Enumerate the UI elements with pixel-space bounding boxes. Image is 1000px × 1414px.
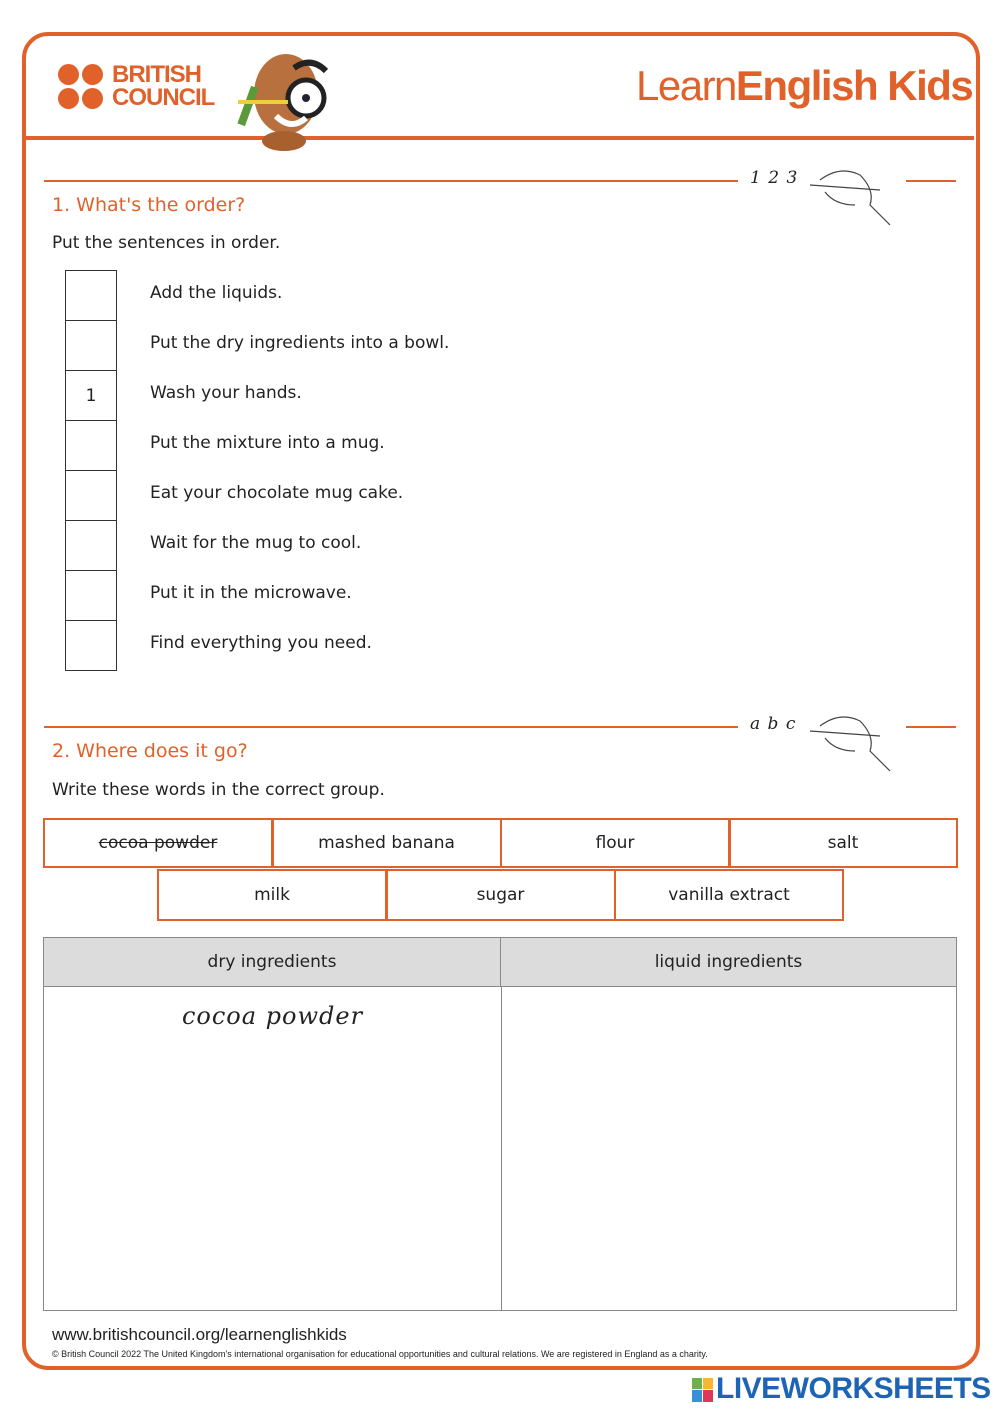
word-card: mashed banana [272,818,502,868]
section1-title: 1. What's the order? [52,194,246,216]
sentence-text: Eat your chocolate mug cake. [150,483,404,503]
footer-copyright: © British Council 2022 The United Kingdom's international organisation for educational opportunities and cultural relations. We are registered in England as a charity. [52,1349,708,1359]
writing-hand-icon [800,706,895,776]
sentence-text: Find everything you need. [150,633,372,653]
sentence-text: Wait for the mug to cool. [150,533,362,553]
section-divider [44,180,738,182]
section-divider [906,180,956,182]
order-number-box[interactable] [65,520,117,571]
british-council-logo: BRITISH COUNCIL [112,61,215,111]
sentence-text: Put the dry ingredients into a bowl. [150,333,450,353]
header-divider [24,136,974,140]
word-card: sugar [386,869,616,921]
footer-url[interactable]: www.britishcouncil.org/learnenglishkids [52,1325,347,1344]
dry-answer[interactable]: cocoa powder [181,1002,364,1030]
order-number-box[interactable] [65,620,117,671]
writing-hand-icon [800,160,895,230]
order-number-box[interactable] [65,570,117,621]
british-council-logo-icon [58,64,106,110]
section2-title: 2. Where does it go? [52,740,248,762]
numbers-icon-text: 1 2 3 [750,168,799,188]
mascot-icon [236,46,331,154]
letters-icon-text: a b c [750,714,797,734]
liveworksheets-logo-icon [692,1378,714,1403]
sentence-text: Put it in the microwave. [150,583,352,603]
column-divider [501,987,502,1310]
word-card: milk [157,869,387,921]
learnenglish-kids-logo: LearnEnglish Kids [636,62,973,109]
ingredients-table [43,937,957,1311]
section2-instruction: Write these words in the correct group. [52,780,385,800]
header-liquid-ingredients: liquid ingredients [501,938,956,987]
section-divider [906,726,956,728]
word-card: vanilla extract [614,869,844,921]
order-number-box[interactable]: 1 [65,370,117,421]
liveworksheets-watermark: LIVEWORKSHEETS [716,1372,991,1405]
word-card: cocoa powder [43,818,273,868]
sentence-text: Add the liquids. [150,283,283,303]
order-number-box[interactable] [65,320,117,371]
section1-instruction: Put the sentences in order. [52,233,281,253]
header-dry-ingredients: dry ingredients [44,938,501,987]
order-number-box[interactable] [65,420,117,471]
word-card: salt [729,818,958,868]
section-divider [44,726,738,728]
order-number-box[interactable] [65,470,117,521]
order-number-box[interactable] [65,270,117,321]
sentence-text: Put the mixture into a mug. [150,433,385,453]
word-card: flour [500,818,730,868]
sentence-text: Wash your hands. [150,383,302,403]
